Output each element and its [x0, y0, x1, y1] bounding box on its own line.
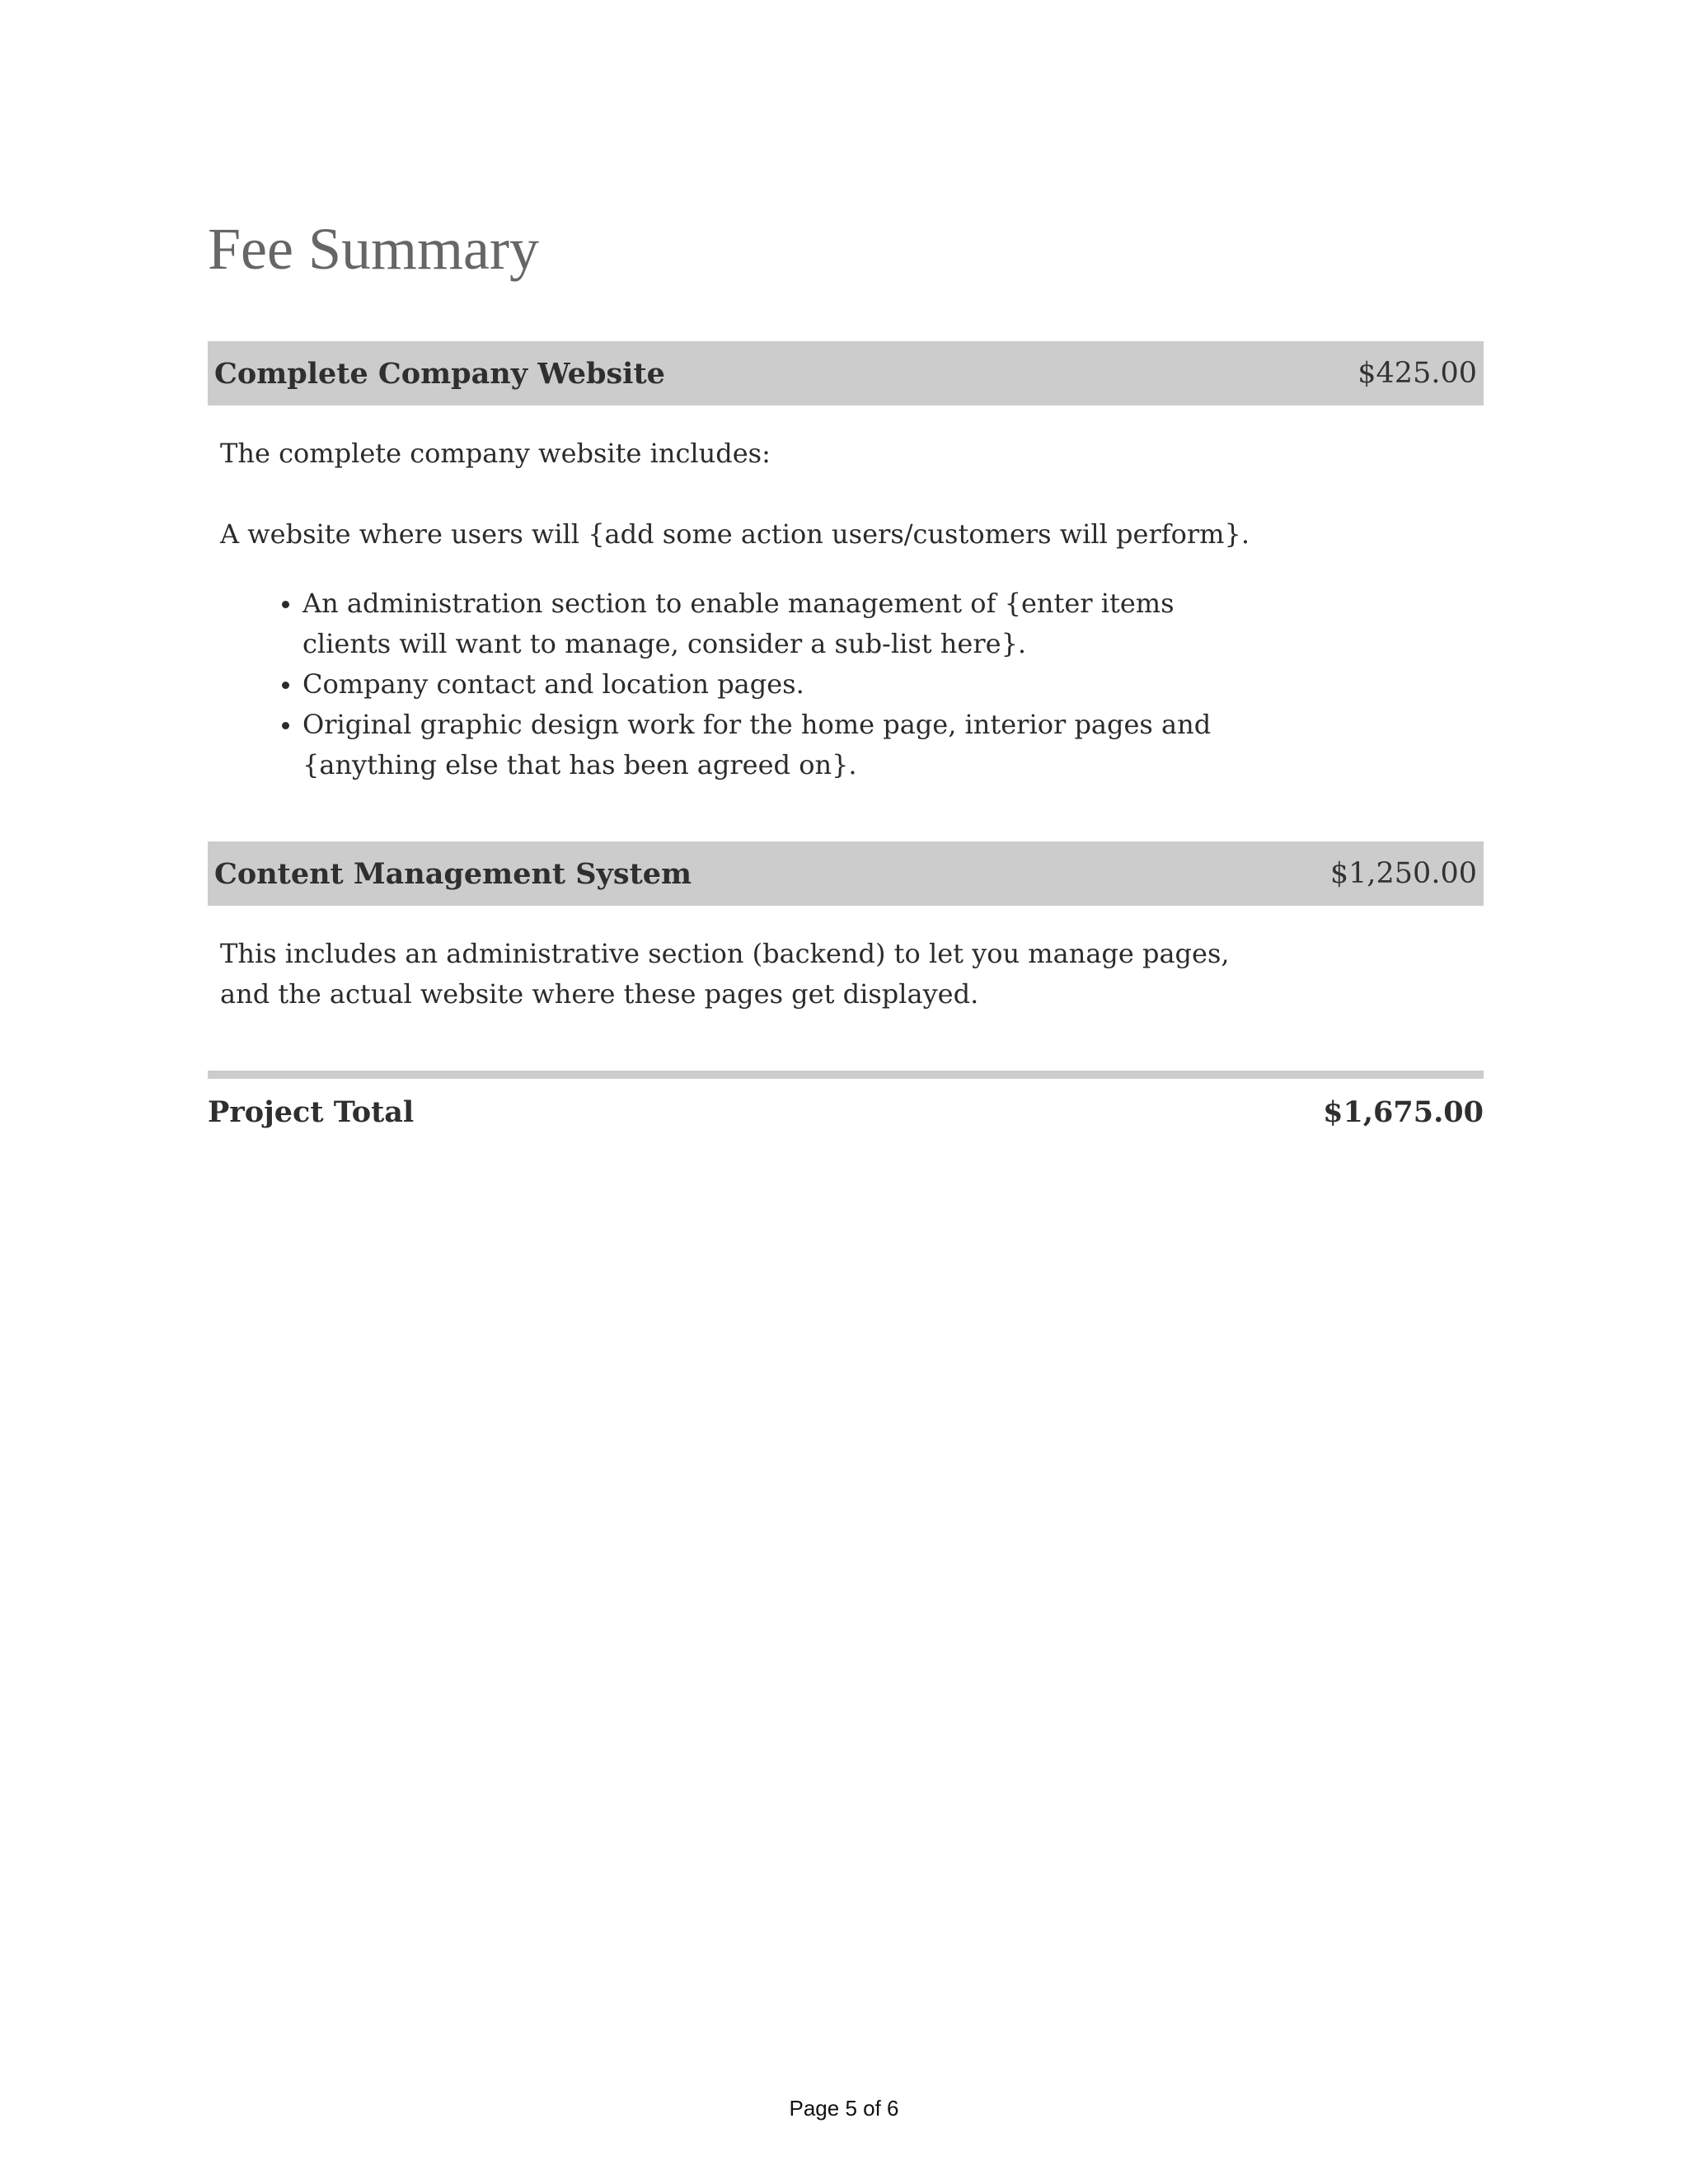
fee-item-name: Content Management System	[214, 856, 692, 891]
fee-item-header	[208, 341, 1484, 405]
document-content	[208, 213, 1484, 1135]
feature-list	[220, 583, 1259, 785]
fee-item-company-website	[208, 341, 1484, 785]
total-value: $1,675.00	[1323, 1094, 1484, 1129]
fee-item-name: Complete Company Website	[214, 356, 665, 391]
fee-item-price: $425.00	[1357, 357, 1477, 390]
fee-item-description	[208, 934, 1271, 1015]
description-paragraph: The complete company website includes:	[220, 438, 771, 469]
fee-item-header	[208, 841, 1484, 906]
fee-item-cms	[208, 841, 1484, 1015]
project-total-row	[208, 1089, 1484, 1135]
page-number: Page 5 of 6	[789, 2096, 899, 2121]
page-title: Fee Summary	[208, 216, 539, 282]
fee-item-price: $1,250.00	[1329, 857, 1477, 890]
list-item: • Company contact and location pages.	[302, 664, 1259, 705]
description-paragraph: This includes an administrative section (backend) to let you manage pages, and the actual website where these pages get displayed.	[220, 938, 1230, 1010]
total-divider	[208, 1071, 1484, 1079]
fee-item-description	[208, 434, 1271, 785]
list-item: • An administration section to enable management of {enter items clients will want to manage, consider a sub-list here}.	[302, 583, 1259, 664]
description-paragraph: A website where users will {add some action users/customers will perform}.	[220, 518, 1250, 550]
list-item: • Original graphic design work for the home page, interior pages and {anything else that has been agreed on}.	[302, 705, 1259, 785]
total-label: Project Total	[208, 1094, 415, 1129]
